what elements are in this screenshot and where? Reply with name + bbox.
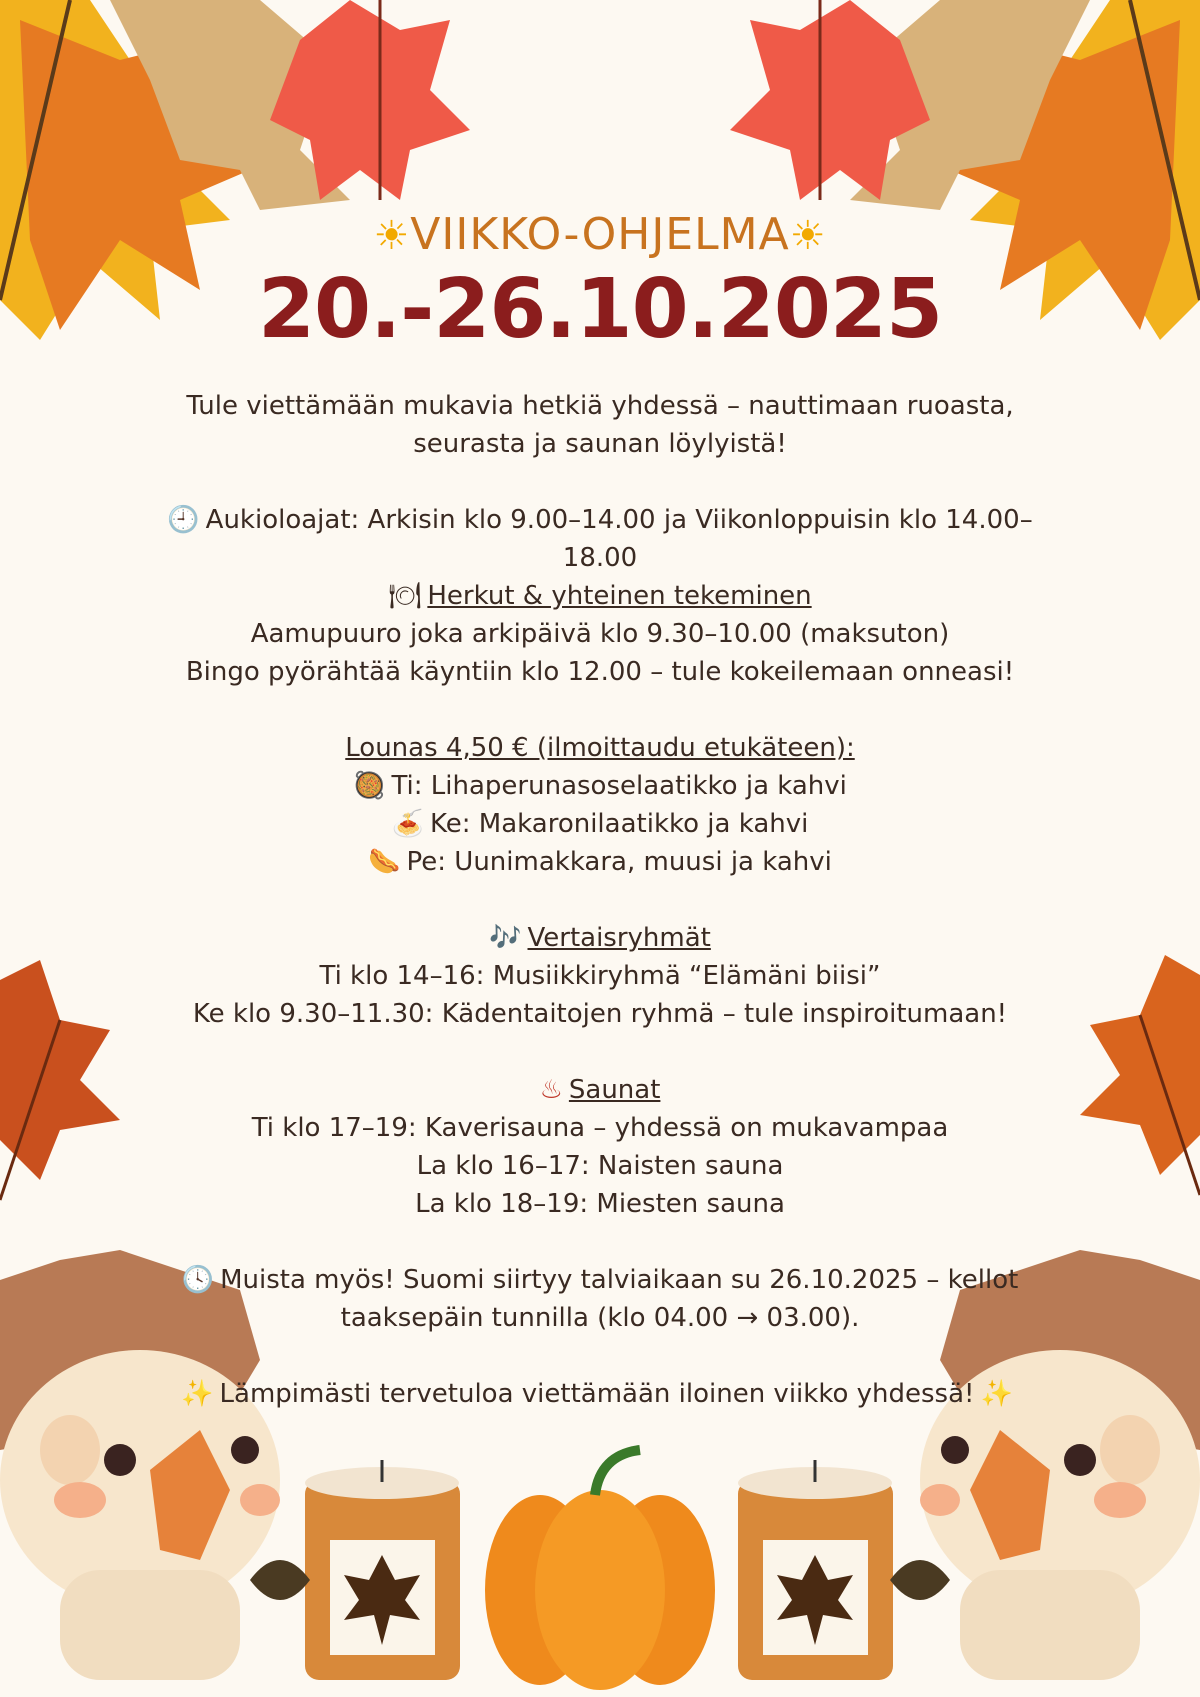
lunch-item-wednesday: 🍝 Ke: Makaronilaatikko ja kahvi bbox=[100, 805, 1100, 843]
intro-line-2: seurasta ja saunan löylyistä! bbox=[413, 429, 787, 459]
cutlery-icon: 🍽 bbox=[388, 581, 422, 611]
treats-heading: 🍽 Herkut & yhteinen tekeminen bbox=[100, 577, 1100, 615]
sun-icon: ☀ bbox=[373, 213, 411, 259]
sun-icon: ☀ bbox=[789, 213, 827, 259]
page-title: VIIKKO-OHJELMA bbox=[410, 209, 790, 260]
sauna-item-women: La klo 16–17: Naisten sauna bbox=[416, 1151, 784, 1181]
weekly-program-content bbox=[100, 205, 1100, 1413]
casserole-icon: 🥘 bbox=[353, 771, 386, 801]
sauna-heading: ♨ Saunat bbox=[100, 1071, 1100, 1109]
hot-springs-icon: ♨ bbox=[539, 1075, 563, 1105]
lunch-item-friday: 🌭 Pe: Uunimakkara, muusi ja kahvi bbox=[100, 843, 1100, 881]
pasta-icon: 🍝 bbox=[391, 809, 425, 839]
lunch-item-tuesday: 🥘 Ti: Lihaperunasoselaatikko ja kahvi bbox=[100, 767, 1100, 805]
music-notes-icon: 🎶 bbox=[489, 923, 522, 953]
clock-icon: 🕘 bbox=[167, 505, 200, 535]
sausage-icon: 🌭 bbox=[368, 847, 401, 877]
title-line bbox=[100, 205, 1100, 266]
opening-hours-line-2: 18.00 bbox=[562, 543, 638, 573]
closing-line: ✨ Lämpimästi tervetuloa viettämään iloinen viikko yhdessä! ✨ bbox=[100, 1375, 1100, 1413]
intro-line-1: Tule viettämään mukavia hetkiä yhdessä – nauttimaan ruoasta, bbox=[186, 391, 1014, 421]
sparkles-icon: ✨ bbox=[980, 1379, 1013, 1409]
peer-groups-heading: 🎶 Vertaisryhmät bbox=[100, 919, 1100, 957]
clock-icon: 🕓 bbox=[181, 1265, 215, 1295]
sparkles-icon: ✨ bbox=[181, 1379, 214, 1409]
sauna-item-friend: Ti klo 17–19: Kaverisauna – yhdessä on mukavampaa bbox=[251, 1113, 949, 1143]
date-range-heading: 20.-26.10.2025 bbox=[257, 262, 943, 357]
treats-item-porridge: Aamupuuro joka arkipäivä klo 9.30–10.00 (maksuton) bbox=[250, 619, 950, 649]
lunch-heading: Lounas 4,50 € (ilmoittaudu etukäteen): bbox=[345, 733, 855, 763]
opening-hours-line-1: 🕘 Aukioloajat: Arkisin klo 9.00–14.00 ja Viikonloppuisin klo 14.00– bbox=[100, 501, 1100, 539]
sauna-item-men: La klo 18–19: Miesten sauna bbox=[415, 1189, 785, 1219]
reminder-line-2: taaksepäin tunnilla (klo 04.00 → 03.00). bbox=[340, 1303, 860, 1333]
reminder-line-1: 🕓 Muista myös! Suomi siirtyy talviaikaan su 26.10.2025 – kellot bbox=[100, 1261, 1100, 1299]
treats-item-bingo: Bingo pyörähtää käyntiin klo 12.00 – tule kokeilemaan onneasi! bbox=[185, 657, 1015, 687]
peer-group-crafts: Ke klo 9.30–11.30: Kädentaitojen ryhmä – tule inspiroitumaan! bbox=[192, 999, 1008, 1029]
peer-group-music: Ti klo 14–16: Musiikkiryhmä “Elämäni biisi” bbox=[319, 961, 881, 991]
